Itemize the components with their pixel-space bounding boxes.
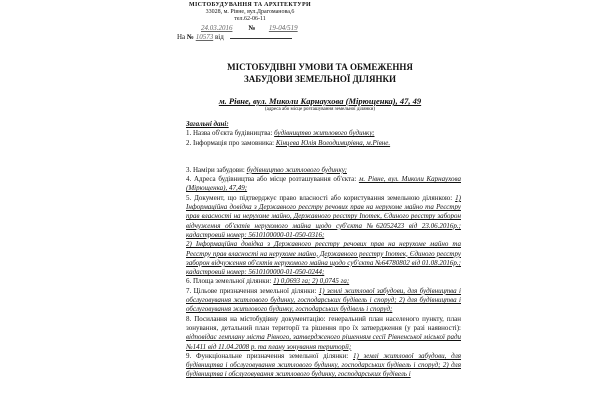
section-title: Загальні дані: xyxy=(186,120,229,128)
list-item: 5. Документ, що підтверджує право власності або користування земельною ділянкою: 1) Інформаційна довідка з Державного реєстру речових прав на нерухоме майно та Реєстру прав власності на нерухоме майно, Державного реєстру Іпотек, Єдиного реєстру заборон відчуження об'єктів нерухомого майна щодо суб'єкта №62052423 від 23.06.2016р.; кадастровий номер: 5610100000-01-050-0316; xyxy=(186,193,462,239)
document-title xyxy=(180,61,460,85)
letterhead xyxy=(150,2,350,32)
ref-no-label: № xyxy=(186,33,194,41)
list-item: 9. Функціональне призначення земельної ділянки: 1) землі житлової забудови, для будівництва і обслуговування житлового будинку, господарських будівель і споруд; 2) для будівництва і обслуговування житлового будинку, господарських будівель і xyxy=(186,351,462,379)
list-item-continued: 2) Інформаційна довідка з Державного реєстру речових прав на нерухоме майно та Реєстру прав власності на нерухоме майно, Державного реєстру Іпотек, Єдиного реєстру заборон відчуження об'єктів нерухомого майна щодо суб'єкта №64780802 від 01.08.2016р.; кадастровий номер: 5610100000-01-050-0244; xyxy=(186,240,461,277)
number-label: № xyxy=(248,24,256,32)
letterhead-phone: тел.62-06-11 xyxy=(234,16,266,22)
list-item: 2. Інформація про замовника: Кінцева Юлія Володимирівна, м.Рівне. xyxy=(186,138,391,147)
ref-prefix: На xyxy=(177,33,186,41)
ref-number: 10573 xyxy=(195,33,214,41)
outgoing-number: 19-04/519 xyxy=(268,24,298,32)
letterhead-address: 33028, м. Рівне, вул.Драгоманова,6 xyxy=(205,9,295,15)
ref-date-blank xyxy=(230,38,292,39)
list-item: 4. Адреса будівництва або місце розташування об'єкта: м. Рівне, вул. Миколи Карнаухова (Мірющенка), 47,49; xyxy=(186,175,461,193)
site-address: м. Рівне, вул. Миколи Карнаухова (Мірющенка), 47, 49 xyxy=(218,96,422,106)
document-body xyxy=(186,120,461,380)
letterhead-dateline xyxy=(150,25,350,32)
list-item: 1. Назва об'єкта будівництва: будівництво житлового будинку; xyxy=(186,129,375,138)
ref-from: від xyxy=(214,33,224,41)
letterhead-org: МІСТОБУДУВАННЯ ТА АРХІТЕКТУРИ xyxy=(189,2,311,8)
list-item: 3. Наміри забудови: будівництво житлового будинку; xyxy=(186,165,347,174)
outgoing-date: 24.03.2016 xyxy=(200,24,233,32)
site-address-note: (адреса або місце розташування земельної ділянки) xyxy=(265,107,375,112)
list-item: 8. Посилання на містобудівну документацію: генеральний план населеного пункту, план зонування, детальний план території та рішення про їх затвердження (у разі наявності): відповідає генплану міста Рівного, затвердженого рішенням сесії Рівненської міської ради №1411 від 11.04.2008 р. та плану зонування території; xyxy=(186,314,461,351)
list-item: 7. Цільове призначення земельної ділянки: 1) землі житлової забудови, для будівництва і обслуговування житлового будинку, господарських будівель і споруд; 2) для будівництва і обслуговування житлового будинку, господарських будівель і споруд; xyxy=(186,286,461,314)
title-line-1: МІСТОБУДІВНІ УМОВИ ТА ОБМЕЖЕННЯ xyxy=(227,62,413,72)
title-line-2: ЗАБУДОВИ ЗЕМЕЛЬНОЇ ДІЛЯНКИ xyxy=(244,74,396,84)
list-item: 6. Площа земельної ділянки: 1) 0,0693 га; 2) 0,0745 га; xyxy=(186,277,350,286)
reference-line xyxy=(177,33,292,41)
